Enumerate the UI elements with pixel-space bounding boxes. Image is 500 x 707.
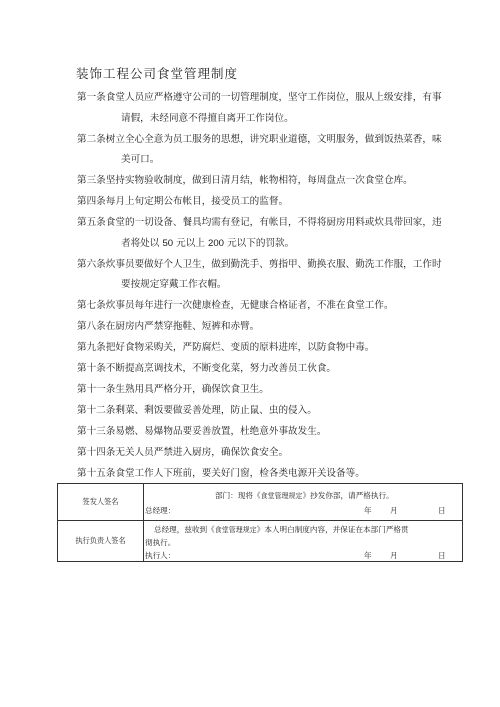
article-text: 第九条把好食物采购关，严防腐烂、变质的原料进库，以防食物中毒。: [77, 342, 375, 353]
article-text: 第八条在厨房内严禁穿拖鞋、短裤和赤臂。: [77, 321, 260, 332]
signature-table: [57, 483, 463, 562]
article-text: 第十一条生熟用具严格分开，确保饮食卫生。: [77, 384, 269, 395]
general-manager-signer-label: 总经理：: [145, 506, 176, 515]
executor-acknowledgement-text: [154, 524, 409, 535]
issuer-signature-cell: [144, 484, 462, 520]
article-4: [77, 192, 467, 213]
article-15: [77, 464, 467, 485]
article-1: [77, 88, 467, 129]
article-text: 第一条食堂人员应严格遵守公司的一切管理制度，坚守工作岗位，服从上级安排，有事: [77, 92, 442, 103]
executor-acknowledgement-continuation: 彻执行。: [145, 538, 176, 547]
article-text: 第四条每月上旬定期公布帐目，接受员工的监督。: [77, 196, 289, 207]
article-3: [77, 171, 467, 192]
article-text-part: 元以下的罚款。: [224, 237, 295, 249]
article-8: [77, 317, 467, 338]
article-list: [77, 88, 467, 485]
month-label: 月: [390, 506, 398, 515]
article-text-part: 者将处以: [121, 237, 163, 249]
month-label: 月: [390, 551, 398, 560]
article-text: 第七条炊事员每年进行一次健康检查，无健康合格证者，不准在食堂工作。: [77, 300, 394, 311]
article-2: [77, 130, 467, 171]
article-10: [77, 359, 467, 380]
article-text: 第三条坚持实物验收制度，做到日清月结，帐物相符，每周盘点一次食堂仓库。: [77, 175, 413, 186]
issuer-notice-text: [215, 490, 394, 501]
article-text: 第五条食堂的一切设备、餐具均需有登记，有帐目，不得将厨房用料或炊具带回家，违: [77, 217, 442, 228]
notice-text-part: 部门：现将《: [215, 491, 261, 500]
regulation-name: 食堂管理规定: [214, 526, 257, 534]
article-6: [77, 255, 467, 296]
year-label: 年: [364, 551, 372, 560]
article-text-part: 元以上: [173, 237, 208, 249]
day-label: 日: [438, 506, 446, 515]
document-title: 装饰工程公司食堂管理制度: [76, 66, 239, 81]
article-continuation: 美可口。: [121, 154, 160, 165]
article-text: 第十二条剩菜、剩饭要做妥善处理，防止鼠、虫的侵入。: [77, 405, 317, 416]
article-continuation: 请假，未经同意不得擅自离开工作岗位。: [121, 112, 294, 124]
fine-max-amount: 200: [208, 237, 225, 249]
year-label: 年: [364, 506, 372, 515]
article-7: [77, 296, 467, 317]
article-text: 第十条不断提高烹调技术，不断变化菜，努力改善员工伙食。: [77, 363, 337, 374]
article-text: 第十五条食堂工作人下班前，要关好门窗，检各类电源开关设备等。: [77, 468, 365, 479]
issuer-signature-row: [58, 484, 462, 521]
regulation-name: 食堂管理规定: [260, 492, 303, 500]
article-text: 第二条树立全心全意为员工服务的思想，讲究职业道德，文明服务，做到饭热菜香，味: [77, 133, 442, 145]
ack-text-part: 总经理，兹收到《: [154, 525, 215, 534]
executor-signer-label: 执行人：: [145, 551, 176, 560]
article-text: 第六条炊事员要做好个人卫生，做到勤洗手、剪指甲、勤换衣服、勤洗工作服，工作时: [77, 258, 442, 270]
ack-text-part: 》本人明白制度内容，并保证在本部门严格贯: [256, 525, 409, 534]
article-text: 第十四条无关人员严禁进入厨房，确保饮食安全。: [77, 447, 289, 458]
article-13: [77, 422, 467, 443]
day-label: 日: [438, 551, 446, 560]
article-14: [77, 443, 467, 464]
executor-signature-cell: [144, 520, 462, 561]
article-continuation: [77, 238, 294, 249]
article-continuation: 要按规定穿戴工作衣帽。: [121, 279, 227, 290]
article-12: [77, 401, 467, 422]
notice-text-part: 》抄发你部，请严格执行。: [302, 491, 394, 500]
fine-min-amount: 50: [162, 237, 174, 249]
executor-signature-label: 执行负责人签名: [58, 520, 144, 561]
article-11: [77, 380, 467, 401]
article-9: [77, 338, 467, 359]
article-text: 第十三条易燃、易爆物品要妥善放置，杜绝意外事故发生。: [77, 426, 327, 437]
executor-signature-row: [58, 520, 462, 561]
article-5: [77, 213, 467, 254]
issuer-signature-label: 签发人签名: [58, 484, 144, 520]
